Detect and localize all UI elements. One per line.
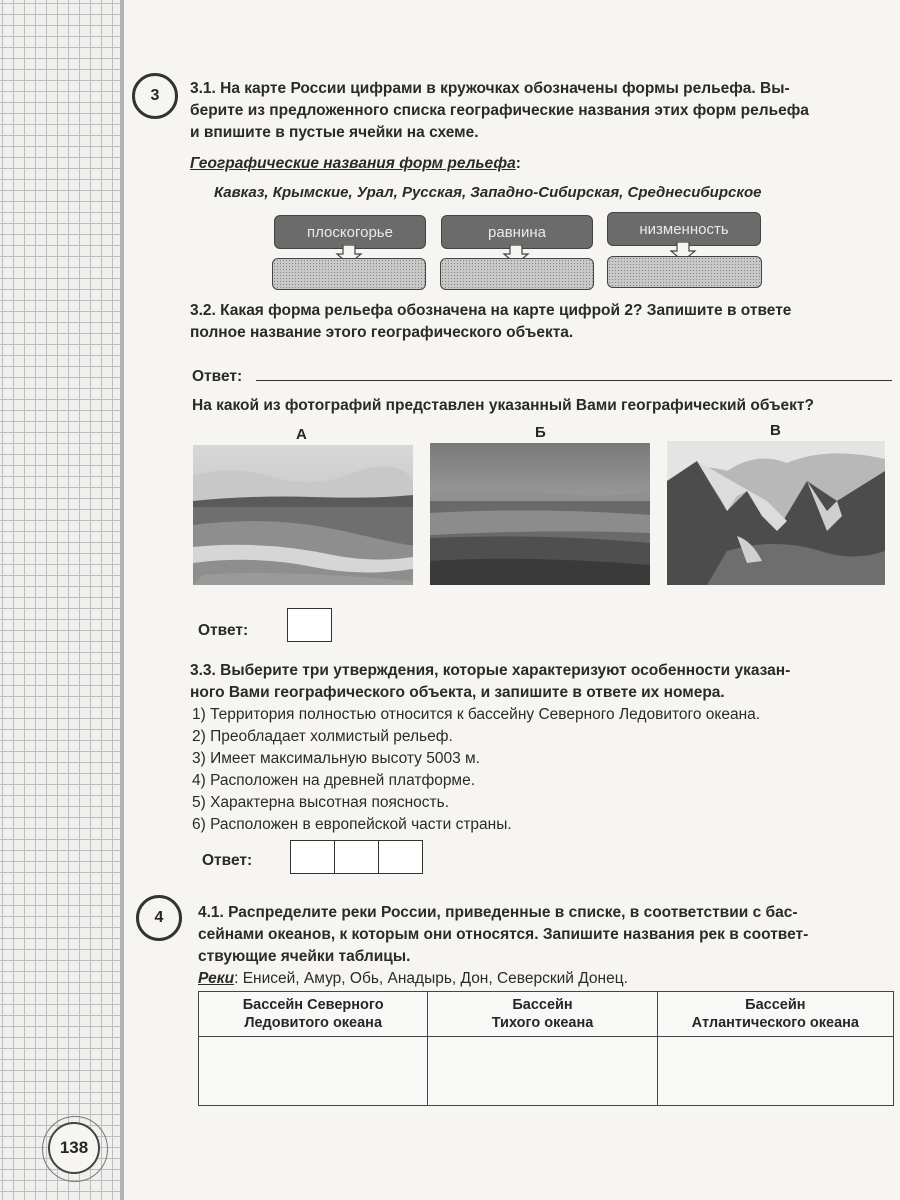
answer-cell-lowland[interactable]: [607, 256, 762, 288]
statement-4: 4) Расположен на древней платформе.: [192, 772, 476, 789]
q31-line-1: 3.1. На карте России цифрами в кружочках обозначены формы рельефа. Вы-: [190, 80, 790, 97]
header-pacific-line1: Бассейн: [512, 997, 573, 1013]
header-pacific-line2: Тихого океана: [491, 1015, 594, 1031]
header-atlantic-line1: Бассейн: [745, 997, 806, 1013]
answer-line-32[interactable]: [256, 380, 892, 381]
answer-label-33: Ответ:: [202, 852, 253, 869]
q41-line-2: сейнами океанов, к которым они относятся. Запишите названия рек в соответ-: [198, 926, 809, 943]
schema-box-plateau: [274, 215, 426, 249]
statement-3: 3) Имеет максимальную высоту 5003 м.: [192, 750, 480, 767]
q32-line-2: полное название этого географического объекта.: [190, 324, 574, 341]
photo-v-mountains: [667, 441, 885, 585]
page-number-label: 138: [59, 1138, 89, 1157]
q33-line-2: ного Вами географического объекта, и запишите в ответе их номера.: [190, 684, 725, 701]
statement-5: 5) Характерна высотная поясность.: [192, 794, 450, 811]
photo-b-plain: [430, 443, 650, 585]
page-number: [48, 1122, 100, 1174]
header-atlantic-line2: Атлантического океана: [691, 1015, 859, 1031]
q41-line-3: ствующие ячейки таблицы.: [198, 948, 411, 965]
q31-text: [190, 78, 895, 144]
graph-paper-margin: [0, 0, 120, 1200]
answer-cell-pacific[interactable]: [428, 1037, 657, 1106]
header-arctic: [199, 992, 428, 1037]
task-number-4: [136, 895, 182, 941]
task-number-3-label: 3: [150, 87, 160, 104]
header-pacific: [428, 992, 657, 1037]
statement-1: 1) Территория полностью относится к бассейну Северного Ледовитого океана.: [192, 706, 761, 723]
answer-box-photo[interactable]: [287, 608, 332, 642]
answer-cell-33-2[interactable]: [334, 840, 379, 874]
answer-cell-plateau[interactable]: [272, 258, 426, 290]
q31-line-3: и впишите в пустые ячейки на схеме.: [190, 124, 479, 141]
rivers-heading: Реки: [198, 970, 235, 987]
table-answer-row: [199, 1037, 894, 1106]
header-arctic-line1: Бассейн Северного: [242, 997, 384, 1013]
photo-a-lowland: [193, 445, 413, 585]
schema-box-plain: [441, 215, 593, 249]
task-number-3: [132, 73, 178, 119]
answer-label-32: Ответ:: [192, 368, 243, 385]
q41-text: [198, 902, 896, 968]
photo-label-a: А: [296, 426, 307, 443]
rivers-row: [198, 968, 628, 990]
task-number-4-label: 4: [154, 909, 164, 926]
rivers-list: : Енисей, Амур, Обь, Анадырь, Дон, Северский Донец.: [234, 970, 628, 987]
answer-cell-plain[interactable]: [440, 258, 594, 290]
header-atlantic: [657, 992, 893, 1037]
names-list: Кавказ, Крымские, Урал, Русская, Западно-Сибирская, Среднесибирское: [214, 184, 762, 201]
answer-cell-atlantic[interactable]: [657, 1037, 893, 1106]
rivers-table: [198, 991, 894, 1106]
answer-cell-33-3[interactable]: [378, 840, 423, 874]
photo-label-b: Б: [535, 424, 546, 441]
answer-cell-33-1[interactable]: [290, 840, 335, 874]
q32-line-1: 3.2. Какая форма рельефа обозначена на карте цифрой 2? Запишите в ответе: [190, 302, 792, 319]
photo-label-v: В: [770, 422, 781, 439]
photo-question: На какой из фотографий представлен указанный Вами географический объект?: [192, 397, 814, 414]
schema-label-plateau: плоскогорье: [307, 223, 393, 241]
header-arctic-line2: Ледовитого океана: [244, 1015, 383, 1031]
q33-line-1: 3.3. Выберите три утверждения, которые характеризуют особенности указан-: [190, 662, 791, 679]
statement-2: 2) Преобладает холмистый рельеф.: [192, 728, 453, 745]
schema-label-lowland: низменность: [639, 220, 729, 238]
names-heading-colon: :: [515, 155, 521, 172]
statements-list: [192, 704, 892, 836]
statement-6: 6) Расположен в европейской части страны.: [192, 816, 512, 833]
names-heading: Географические названия форм рельефа: [190, 155, 516, 172]
q41-line-1: 4.1. Распределите реки России, приведенные в списке, в соответствии с бас-: [198, 904, 798, 921]
table-header-row: [199, 992, 894, 1037]
schema-label-plain: равнина: [488, 223, 546, 241]
answer-label-photo: Ответ:: [198, 622, 249, 639]
q32-text: [190, 300, 895, 344]
q33-text: [190, 660, 895, 704]
q31-line-2: берите из предложенного списка географические названия этих форм рельефа: [190, 102, 809, 119]
names-heading-row: [190, 153, 521, 175]
schema-box-lowland: [607, 212, 761, 246]
answer-cell-arctic[interactable]: [199, 1037, 428, 1106]
